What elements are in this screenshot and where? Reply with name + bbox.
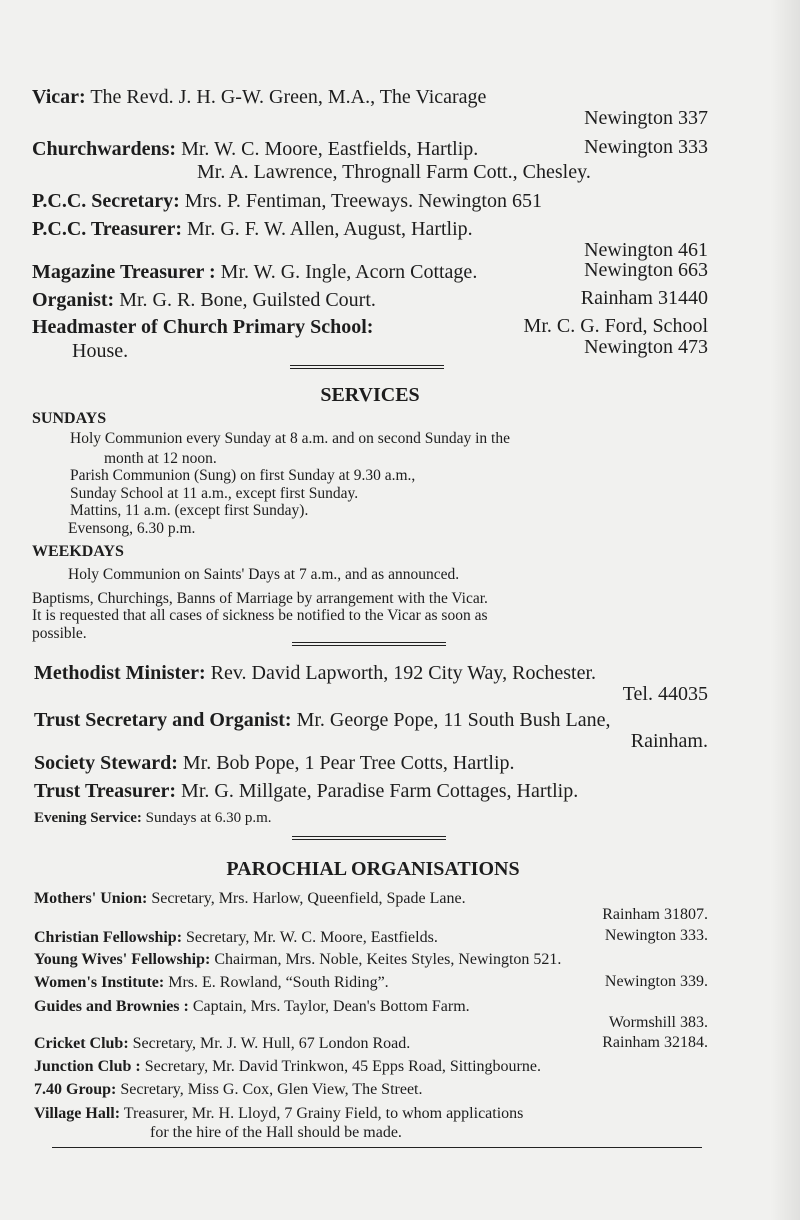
org-label: Junction Club :	[34, 1058, 141, 1075]
org-text: Captain, Mrs. Taylor, Dean's Bottom Farm.	[192, 998, 470, 1015]
magazine-treasurer-text: Mr. W. G. Ingle, Acorn Cottage.	[220, 261, 478, 283]
trust-treasurer-text: Mr. G. Millgate, Paradise Farm Cottages, Hartlip.	[181, 780, 579, 802]
methodist-minister-label: Methodist Minister:	[34, 662, 206, 684]
org-text: Mrs. E. Rowland, “South Riding”.	[168, 974, 389, 991]
magazine-treasurer-phone: Newington 663	[584, 259, 708, 281]
org-phone: Newington 339.	[604, 973, 708, 990]
society-steward-text: Mr. Bob Pope, 1 Pear Tree Cotts, Hartlip.	[182, 752, 515, 774]
churchwardens-line	[32, 138, 478, 161]
pcc-secretary-label: P.C.C. Secretary:	[32, 190, 180, 212]
org-label: Village Hall:	[34, 1105, 121, 1122]
trust-treasurer-line	[34, 780, 578, 803]
services-note: Baptisms, Churchings, Banns of Marriage by arrangement with the Vicar.	[32, 590, 488, 607]
sunday-item: Parish Communion (Sung) on first Sunday at 9.30 a.m.,	[70, 467, 416, 484]
vicar-text: The Revd. J. H. G-W. Green, M.A., The Vicarage	[90, 86, 487, 108]
org-text: Secretary, Mr. David Trinkwon, 45 Epps Road, Sittingbourne.	[144, 1058, 541, 1075]
org-text: Chairman, Mrs. Noble, Keites Styles, Newington 521.	[214, 951, 562, 968]
headmaster-text: Mr. C. G. Ford, School	[523, 315, 708, 337]
weekdays-label: WEEKDAYS	[32, 543, 124, 560]
evening-service-text: Sundays at 6.30 p.m.	[145, 810, 272, 826]
weekday-item: Holy Communion on Saints' Days at 7 a.m., and as announced.	[68, 566, 460, 583]
services-note: possible.	[32, 625, 87, 642]
sunday-item: Mattins, 11 a.m. (except first Sunday).	[70, 502, 309, 519]
trust-secretary-line	[34, 709, 610, 732]
org-text: Treasurer, Mr. H. Lloyd, 7 Grainy Field, to whom applications	[123, 1105, 524, 1122]
headmaster-phone: Newington 473	[584, 336, 708, 358]
org-phone: Rainham 31807.	[602, 906, 708, 923]
org-guides-brownies	[34, 998, 470, 1016]
trust-secretary-text: Mr. George Pope, 11 South Bush Lane,	[296, 709, 611, 731]
page-edge-shadow	[770, 0, 800, 1220]
organist-phone: Rainham 31440	[580, 287, 708, 309]
sunday-item: Holy Communion every Sunday at 8 a.m. and on second Sunday in the	[70, 430, 510, 447]
society-steward-line	[34, 752, 515, 775]
org-text: Secretary, Mr. W. C. Moore, Eastfields.	[186, 929, 438, 946]
society-steward-label: Society Steward:	[34, 752, 178, 774]
services-heading: SERVICES	[320, 384, 420, 406]
pcc-secretary-text: Mrs. P. Fentiman, Treeways. Newington 651	[184, 190, 542, 212]
organisations-heading: PAROCHIAL ORGANISATIONS	[226, 858, 520, 880]
churchwardens-label: Churchwardens:	[32, 138, 177, 160]
org-text: Secretary, Mrs. Harlow, Queenfield, Spade Lane.	[151, 890, 466, 907]
org-young-wives	[34, 951, 561, 969]
org-label: Christian Fellowship:	[34, 929, 183, 946]
methodist-minister-line	[34, 662, 596, 685]
pcc-secretary-line	[32, 190, 542, 213]
org-label: Young Wives' Fellowship:	[34, 951, 211, 968]
org-christian-fellowship	[34, 929, 438, 947]
sunday-item: Sunday School at 11 a.m., except first Sunday.	[70, 485, 359, 502]
org-phone: Rainham 32184.	[602, 1034, 708, 1051]
trust-secretary-text-2: Rainham.	[630, 730, 708, 752]
methodist-minister-text: Rev. David Lapworth, 192 City Way, Rochester.	[210, 662, 597, 684]
organist-label: Organist:	[32, 289, 115, 311]
vicar-phone: Newington 337	[584, 107, 708, 129]
organist-text: Mr. G. R. Bone, Guilsted Court.	[119, 289, 376, 311]
org-label: 7.40 Group:	[34, 1081, 117, 1098]
vicar-label: Vicar:	[32, 86, 86, 108]
churchwardens-text: Mr. W. C. Moore, Eastfields, Hartlip.	[181, 138, 479, 160]
org-village-hall	[34, 1105, 523, 1123]
headmaster-text-2: House.	[72, 340, 129, 362]
org-740-group	[34, 1081, 422, 1099]
org-cricket-club	[34, 1035, 410, 1053]
org-phone: Newington 333.	[604, 927, 708, 944]
vicar-line	[32, 86, 486, 109]
evening-service-line	[34, 810, 272, 827]
headmaster-label: Headmaster of Church Primary School:	[32, 316, 374, 338]
trust-secretary-label: Trust Secretary and Organist:	[34, 709, 292, 731]
evening-service-label: Evening Service:	[34, 810, 142, 826]
org-mothers-union	[34, 890, 466, 908]
org-text: Secretary, Mr. J. W. Hull, 67 London Road.	[132, 1035, 411, 1052]
org-label: Women's Institute:	[34, 974, 165, 991]
churchwardens-text-2: Mr. A. Lawrence, Thrognall Farm Cott., Chesley.	[197, 161, 591, 183]
org-womens-institute	[34, 974, 389, 992]
churchwardens-phone: Newington 333	[584, 136, 708, 158]
org-phone: Wormshill 383.	[608, 1014, 708, 1031]
org-text-2: for the hire of the Hall should be made.	[150, 1124, 402, 1141]
organist-line	[32, 289, 376, 312]
bottom-rule	[52, 1147, 702, 1148]
magazine-treasurer-label: Magazine Treasurer :	[32, 261, 216, 283]
pcc-treasurer-phone: Newington 461	[584, 239, 708, 261]
org-label: Mothers' Union:	[34, 890, 148, 907]
org-label: Cricket Club:	[34, 1035, 129, 1052]
magazine-treasurer-line	[32, 261, 477, 284]
sunday-item: month at 12 noon.	[104, 450, 217, 467]
divider-double	[290, 365, 444, 369]
pcc-treasurer-text: Mr. G. F. W. Allen, August, Hartlip.	[187, 218, 473, 240]
methodist-minister-phone: Tel. 44035	[622, 683, 708, 705]
org-text: Secretary, Miss G. Cox, Glen View, The Street.	[120, 1081, 423, 1098]
services-note: It is requested that all cases of sickness be notified to the Vicar as soon as	[32, 607, 488, 624]
divider-double	[292, 642, 446, 646]
trust-treasurer-label: Trust Treasurer:	[34, 780, 177, 802]
sundays-label: SUNDAYS	[32, 410, 107, 427]
divider-double	[292, 836, 446, 840]
pcc-treasurer-label: P.C.C. Treasurer:	[32, 218, 182, 240]
org-label: Guides and Brownies :	[34, 998, 189, 1015]
org-junction-club	[34, 1058, 541, 1076]
pcc-treasurer-line	[32, 218, 473, 241]
sunday-item: Evensong, 6.30 p.m.	[68, 520, 196, 537]
